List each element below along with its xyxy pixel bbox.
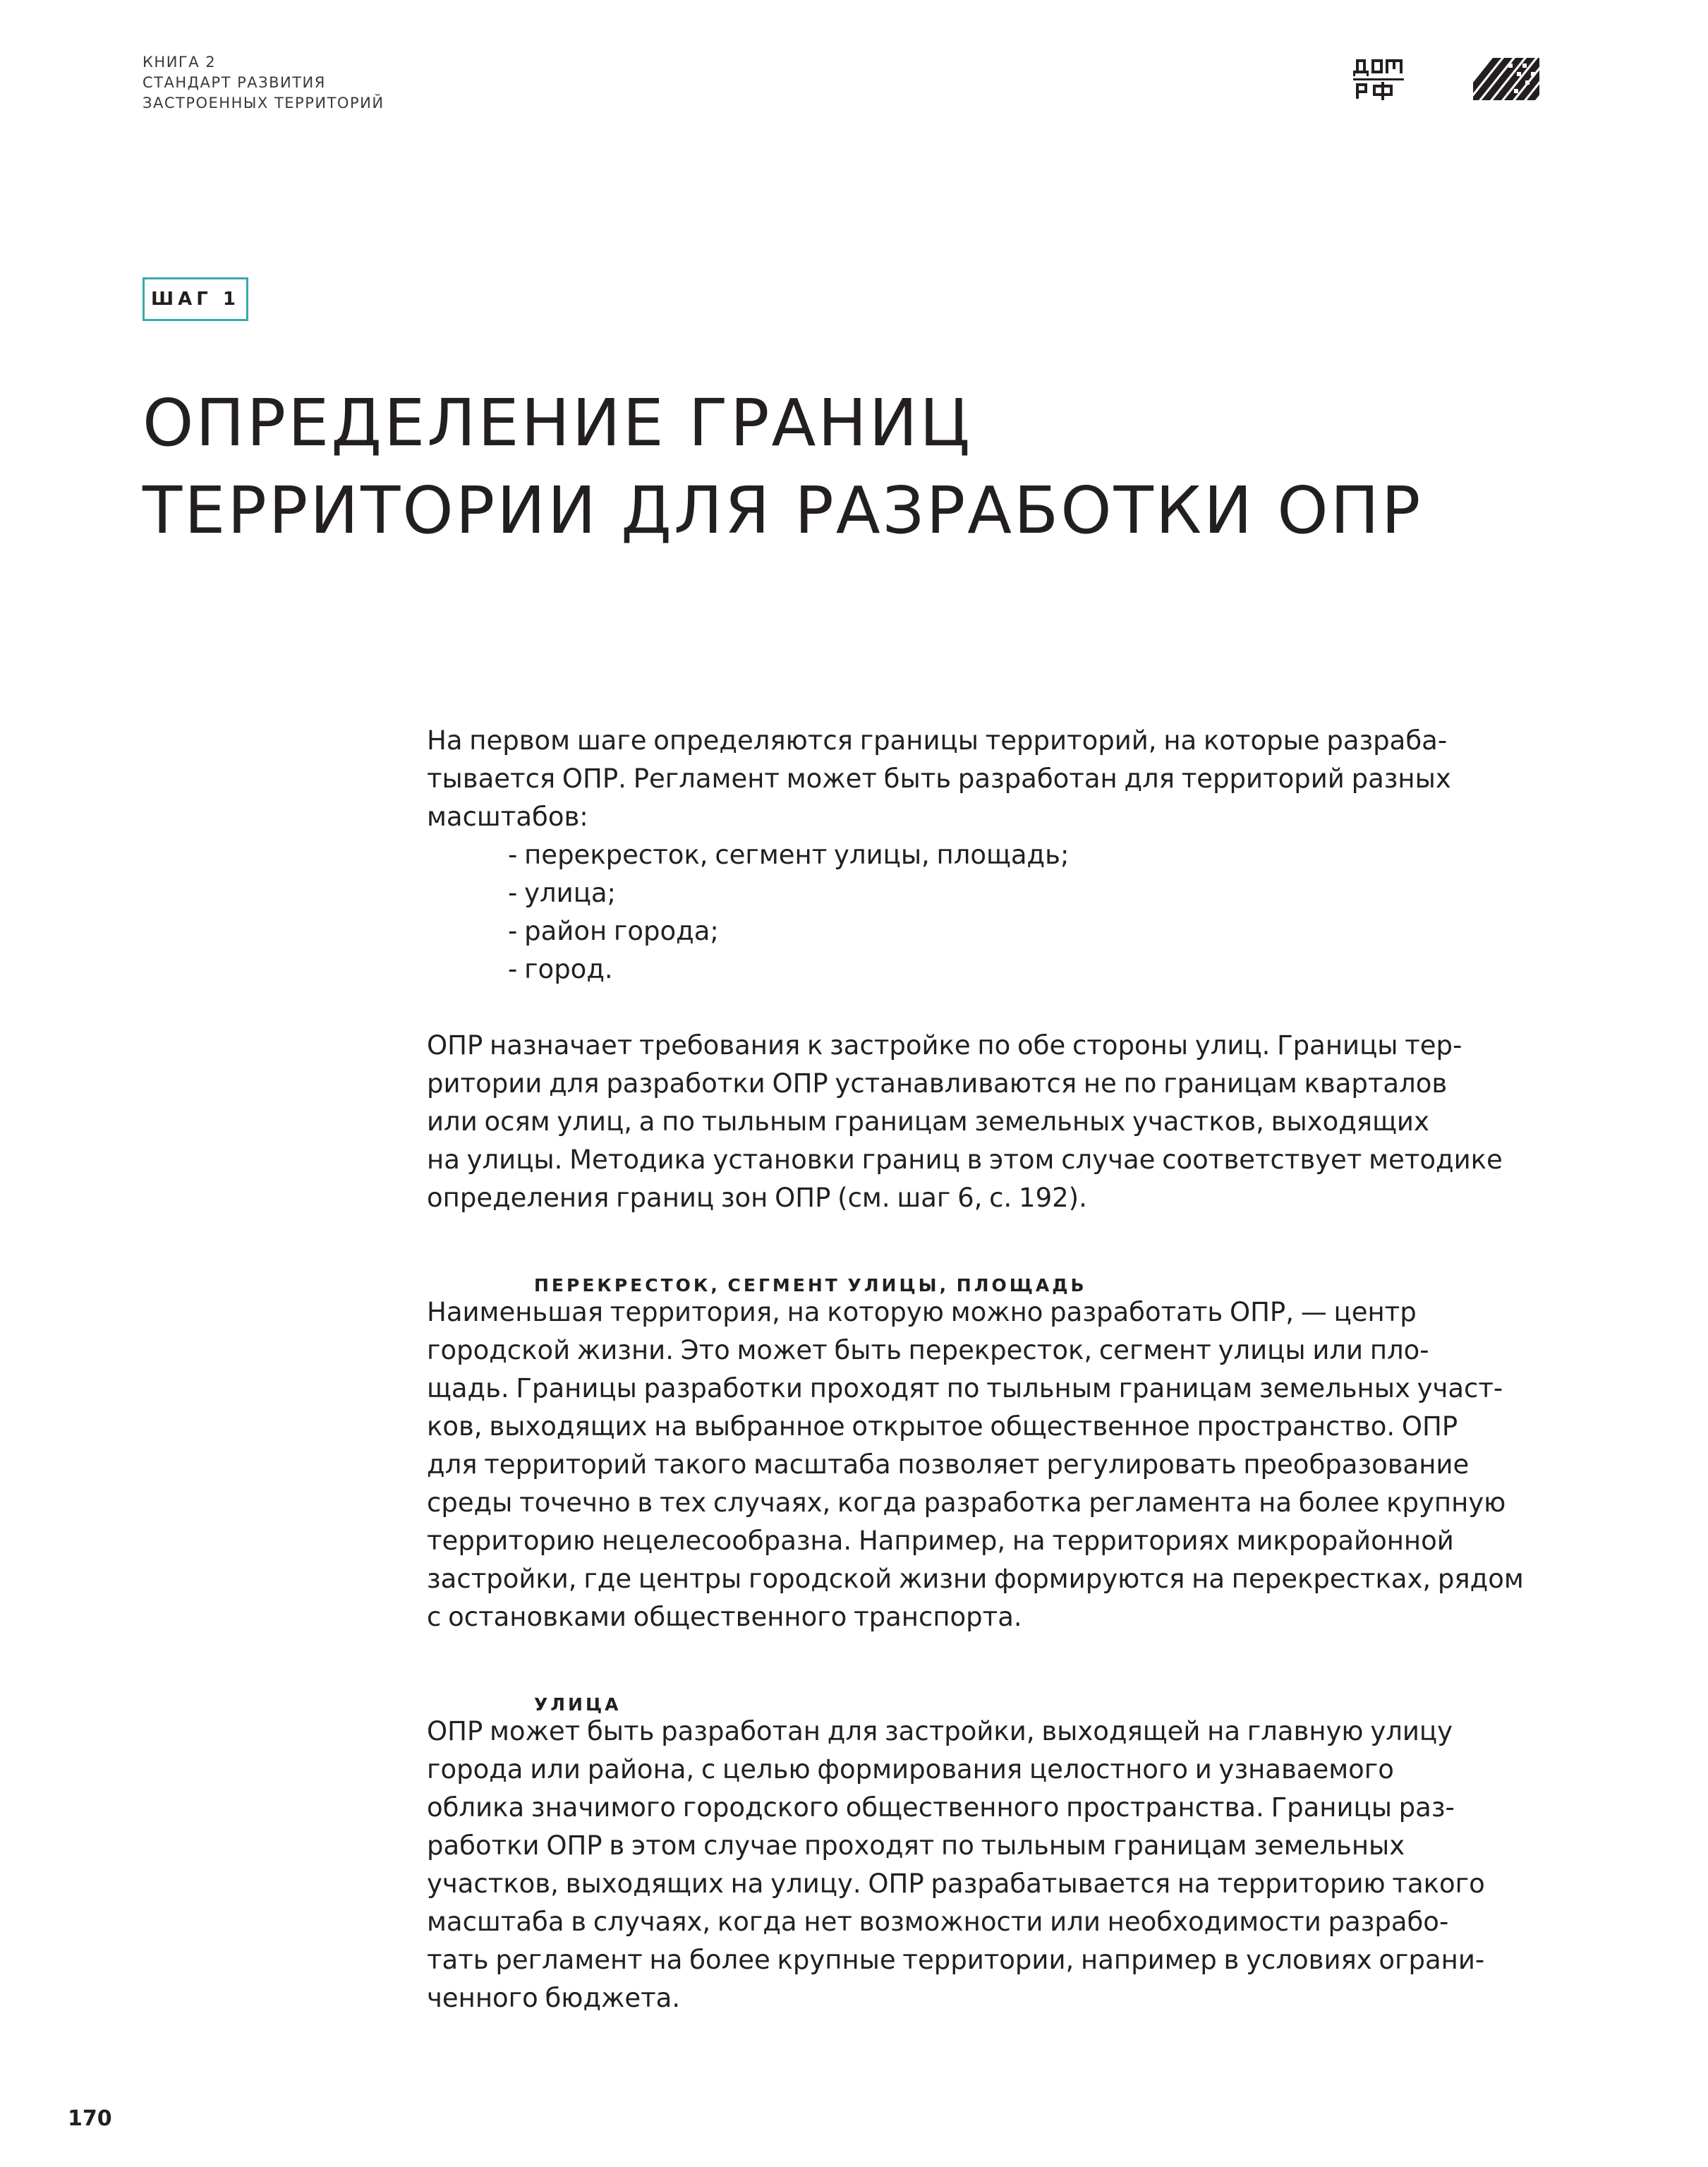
list-item: - перекресток, сегмент улицы, площадь; [508,840,1070,870]
text-line: определения границ зон ОПР (см. шаг 6, с. 192). [427,1183,1087,1213]
list-item: - улица; [508,878,617,908]
text-line: На первом шаге определяются границы территорий, на которые разраба- [427,725,1448,756]
main-text [427,722,1542,2017]
text-line: ОПР назначает требования к застройке по обе стороны улиц. Границы тер- [427,1030,1462,1061]
book-title [143,52,384,114]
scale-list [427,836,1542,989]
text-line: облика значимого городского общественного пространства. Границы раз- [427,1792,1455,1823]
spacer [427,989,1542,1027]
text-line: застройки, где центры городской жизни формируются на перекрестках, рядом [427,1564,1524,1594]
dom-rf-logo [1353,56,1404,100]
text-line: щадь. Границы разработки проходят по тыльным границам земельных участ- [427,1373,1503,1404]
text-line: территорию нецелесообразна. Например, на территориях микрорайонной [427,1526,1454,1556]
spacer [427,1636,1542,1674]
boundaries-paragraph [427,1027,1542,1217]
book-title-line: СТАНДАРТ РАЗВИТИЯ [143,74,326,91]
list-item: - город. [508,954,613,984]
text-line: ченного бюджета. [427,1983,681,2013]
text-line: ритории для разработки ОПР устанавливаются не по границам кварталов [427,1068,1448,1099]
text-line: ОПР может быть разработан для застройки, выходящей на главную улицу [427,1716,1453,1746]
text-line: масштабов: [427,802,588,832]
dom-rf-logo-mark [1353,59,1404,100]
intro-paragraph [427,722,1542,836]
section-heading: УЛИЦА [534,1694,622,1715]
text-line: масштаба в случаях, когда нет возможности или необходимости разрабо- [427,1907,1449,1937]
section-crossroad [427,1267,1542,1636]
section-street [427,1686,1542,2017]
text-line: городской жизни. Это может быть перекресток, сегмент улицы или пло- [427,1335,1429,1365]
text-line: участков, выходящих на улицу. ОПР разрабатывается на территорию такого [427,1869,1485,1899]
text-line: или осям улиц, а по тыльным границам земельных участков, выходящих [427,1106,1429,1137]
text-line: для территорий такого масштаба позволяет регулировать преобразование [427,1449,1470,1480]
text-line: среды точечно в тех случаях, когда разработка регламента на более крупную [427,1487,1506,1518]
text-line: ков, выходящих на выбранное открытое общественное пространство. ОПР [427,1411,1458,1442]
page-title-line: ТЕРРИТОРИИ ДЛЯ РАЗРАБОТКИ ОПР [143,473,1423,548]
pattern-logo-stripes [1473,58,1539,100]
text-line: города или района, с целью формирования целостного и узнаваемого [427,1754,1394,1785]
pattern-logo [1473,58,1539,100]
text-line: тывается ОПР. Регламент может быть разработан для территорий разных [427,763,1451,794]
text-line: на улицы. Методика установки границ в этом случае соответствует методике [427,1145,1503,1175]
text-line: Наименьшая территория, на которую можно разработать ОПР, — центр [427,1297,1417,1327]
page-title-line: ОПРЕДЕЛЕНИЕ ГРАНИЦ [143,385,972,461]
step-badge: ШАГ 1 [143,277,248,321]
section-heading: ПЕРЕКРЕСТОК, СЕГМЕНТ УЛИЦЫ, ПЛОЩАДЬ [534,1275,1087,1296]
text-line: с остановками общественного транспорта. [427,1602,1022,1632]
spacer [427,1217,1542,1255]
book-title-line: ЗАСТРОЕННЫХ ТЕРРИТОРИЙ [143,95,384,111]
page-title [143,380,1422,555]
book-title-line: КНИГА 2 [143,54,217,71]
list-item: - район города; [508,916,719,946]
page-number: 170 [68,2106,112,2131]
text-line: тать регламент на более крупные территории, например в условиях ограни- [427,1945,1485,1975]
text-line: работки ОПР в этом случае проходят по тыльным границам земельных [427,1830,1405,1861]
